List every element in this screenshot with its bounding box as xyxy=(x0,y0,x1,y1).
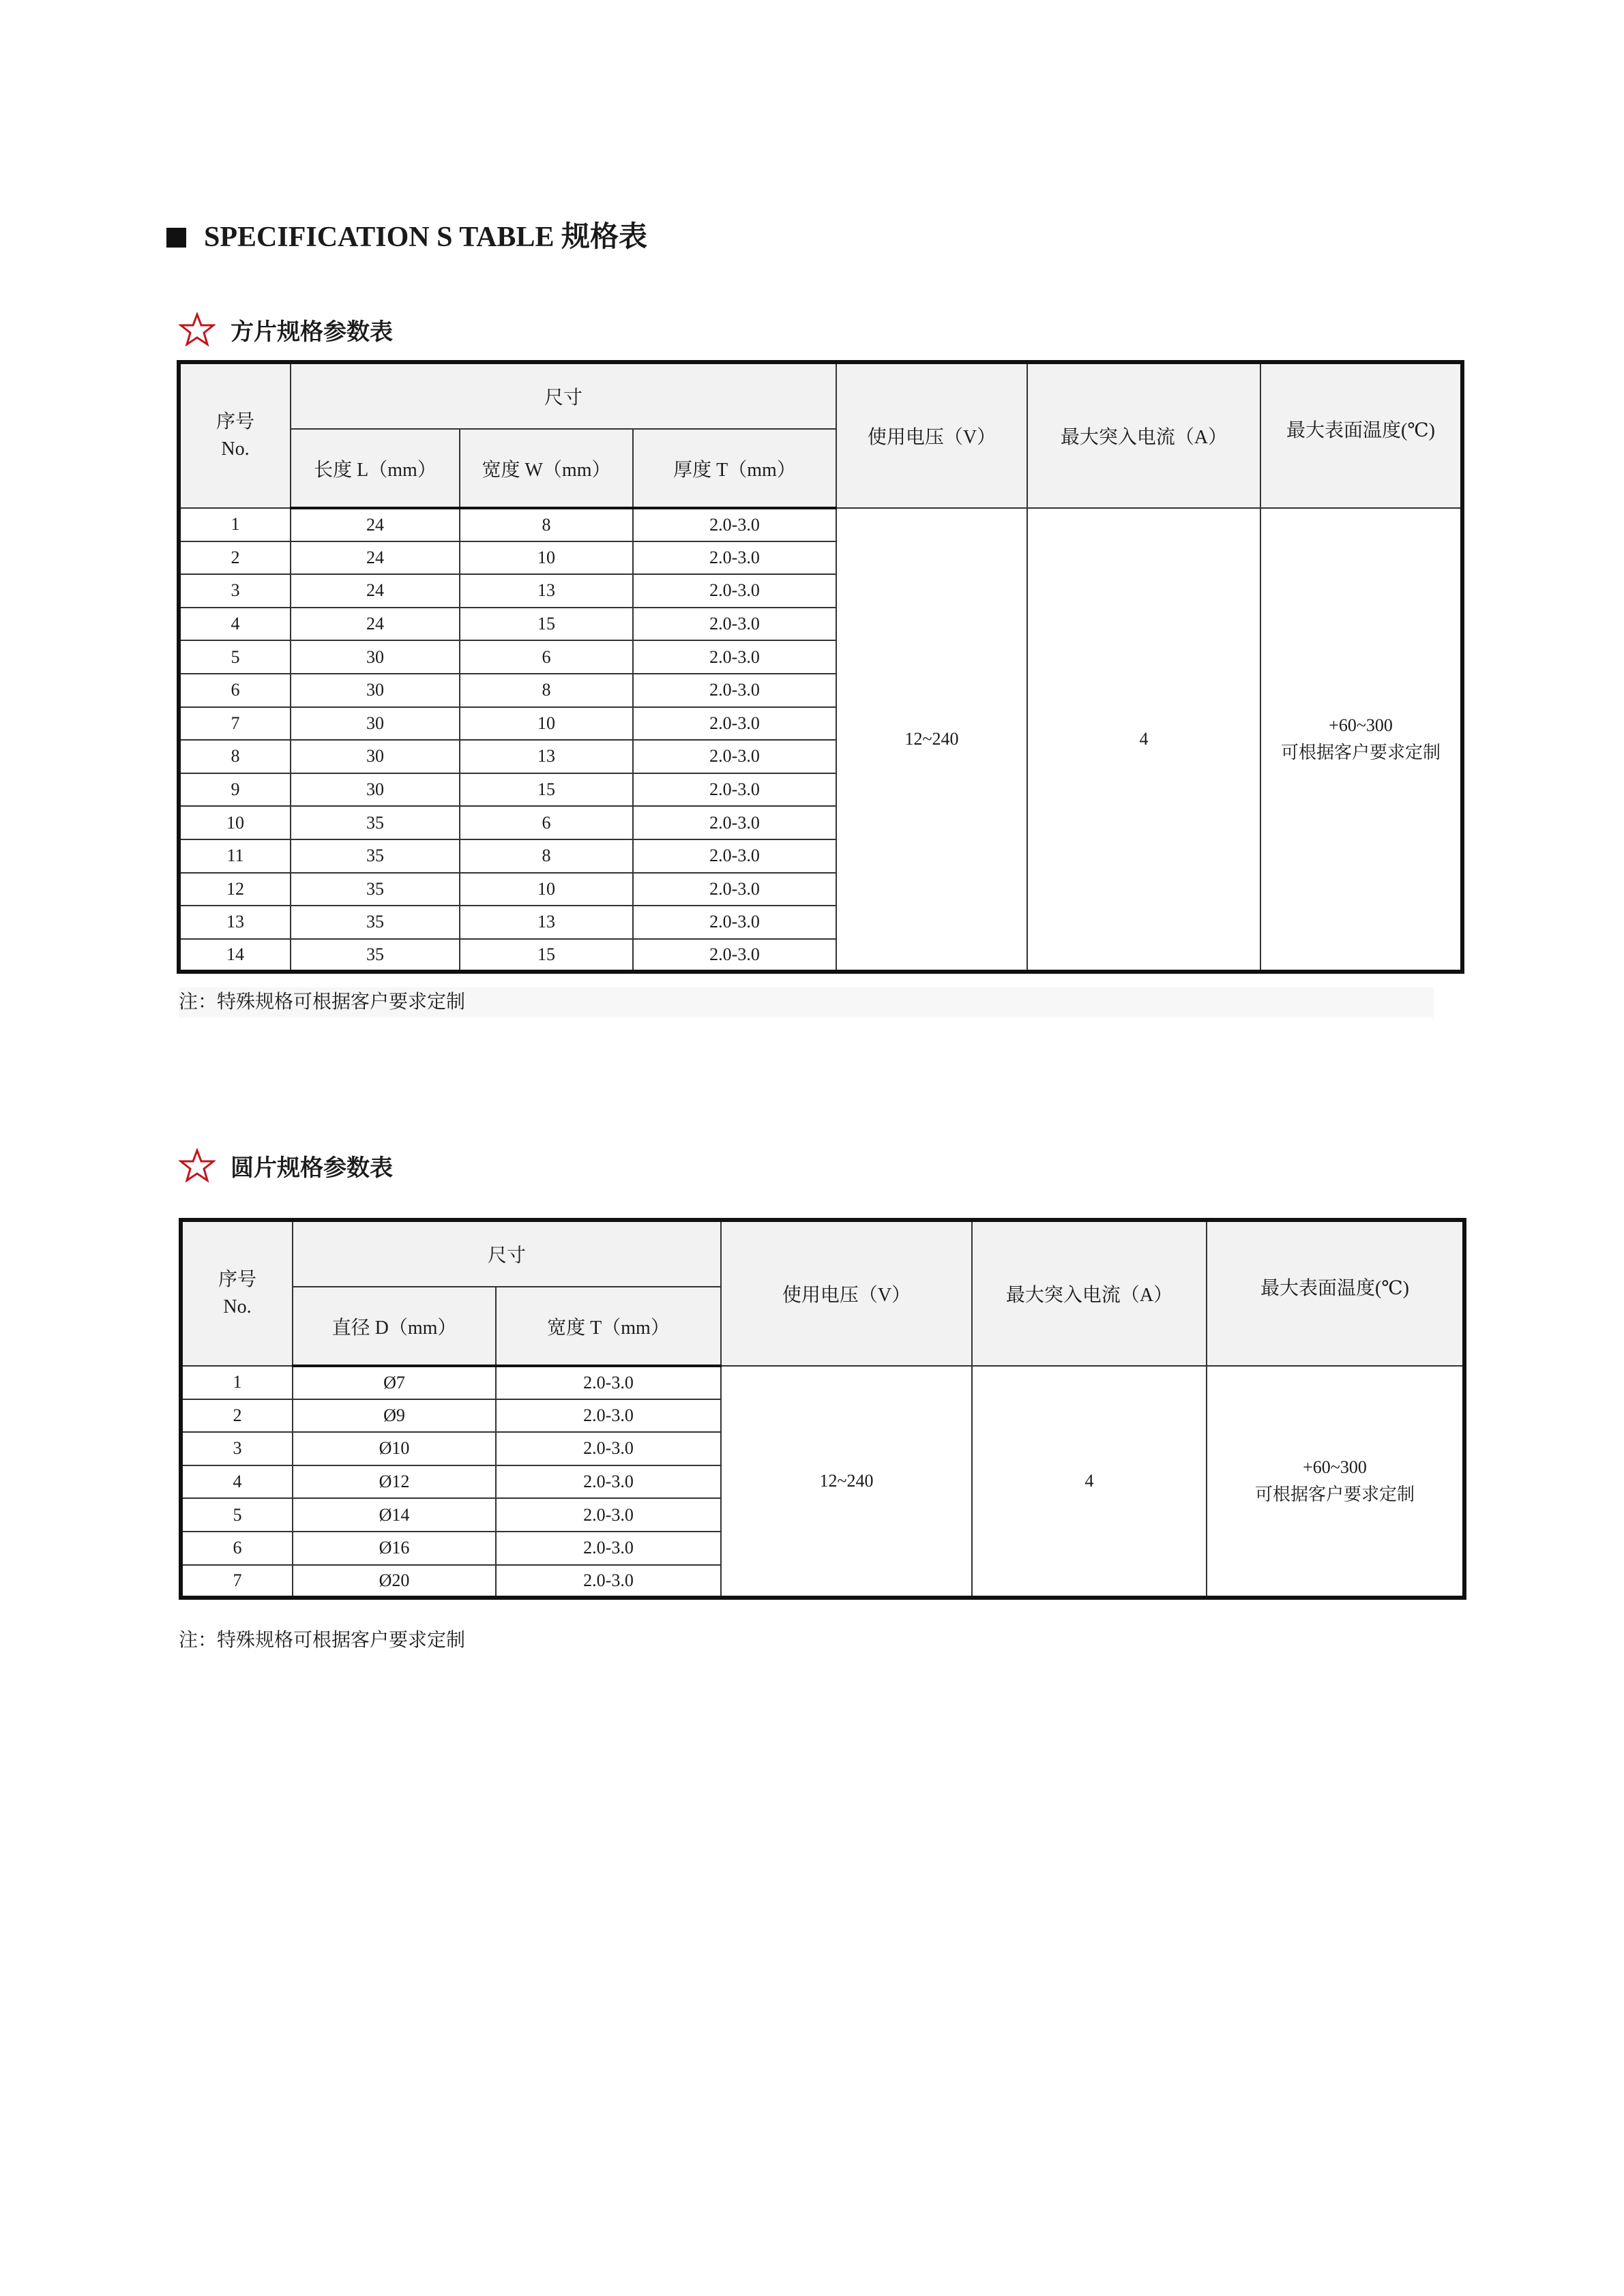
cell-thickness: 2.0-3.0 xyxy=(633,839,836,873)
cell-no: 11 xyxy=(179,839,291,873)
cell-diameter: Ø9 xyxy=(293,1399,496,1433)
cell-no: 14 xyxy=(179,939,291,972)
cell-width: 13 xyxy=(460,574,633,608)
cell-width: 8 xyxy=(460,839,633,873)
cell-thickness: 2.0-3.0 xyxy=(633,707,836,741)
star-icon xyxy=(179,1148,216,1182)
cell-no: 10 xyxy=(179,806,291,839)
cell-width: 6 xyxy=(460,640,633,674)
cell-width: 8 xyxy=(460,674,633,707)
header-current: 最大突入电流（A） xyxy=(1027,362,1260,508)
cell-no: 6 xyxy=(179,674,291,707)
cell-length: 30 xyxy=(291,740,460,773)
cell-length: 24 xyxy=(291,574,460,608)
cell-length: 35 xyxy=(291,873,460,906)
header-size: 尺寸 xyxy=(293,1220,721,1287)
header-no-en: No. xyxy=(223,1296,252,1317)
cell-width: 6 xyxy=(460,806,633,839)
cell-thickness: 2.0-3.0 xyxy=(633,508,836,541)
cell-diameter: Ø10 xyxy=(293,1432,496,1465)
header-voltage: 使用电压（V） xyxy=(836,362,1027,508)
voltage-value-cell: 12~240 xyxy=(836,508,1027,972)
cell-no: 12 xyxy=(179,873,291,906)
cell-no: 3 xyxy=(179,574,291,608)
cell-length: 24 xyxy=(291,508,460,541)
cell-thickness: 2.0-3.0 xyxy=(633,640,836,674)
header-no-cn: 序号 xyxy=(216,411,254,432)
square-table-note: 注：特殊规格可根据客户要求定制 xyxy=(179,987,1434,1017)
cell-thickness: 2.0-3.0 xyxy=(633,608,836,641)
cell-width: 2.0-3.0 xyxy=(496,1399,721,1433)
cell-width: 2.0-3.0 xyxy=(496,1366,721,1399)
table-row xyxy=(179,508,1462,541)
page-title xyxy=(166,217,647,258)
cell-thickness: 2.0-3.0 xyxy=(633,873,836,906)
cell-no: 7 xyxy=(181,1565,293,1598)
cell-thickness: 2.0-3.0 xyxy=(633,674,836,707)
voltage-value-cell: 12~240 xyxy=(721,1366,972,1598)
temp-custom-note: 可根据客户要求定制 xyxy=(1281,743,1441,763)
header-diameter: 直径 D（mm） xyxy=(293,1287,496,1366)
temp-custom-note: 可根据客户要求定制 xyxy=(1255,1485,1415,1505)
header-temp: 最大表面温度(℃) xyxy=(1260,362,1462,508)
header-size: 尺寸 xyxy=(291,362,836,429)
cell-diameter: Ø20 xyxy=(293,1565,496,1598)
cell-length: 30 xyxy=(291,773,460,807)
cell-width: 2.0-3.0 xyxy=(496,1565,721,1598)
temp-range: +60~300 xyxy=(1329,715,1393,736)
current-value-cell: 4 xyxy=(972,1366,1207,1598)
cell-thickness: 2.0-3.0 xyxy=(633,740,836,773)
cell-width: 15 xyxy=(460,773,633,807)
square-bullet-icon xyxy=(166,228,186,248)
header-no xyxy=(181,1220,293,1366)
cell-width: 15 xyxy=(460,939,633,972)
table-row xyxy=(181,1366,1464,1399)
header-no-cn: 序号 xyxy=(218,1269,256,1290)
cell-no: 5 xyxy=(181,1498,293,1532)
cell-width: 10 xyxy=(460,541,633,575)
header-no-en: No. xyxy=(221,438,250,460)
cell-width: 2.0-3.0 xyxy=(496,1432,721,1465)
cell-diameter: Ø7 xyxy=(293,1366,496,1399)
cell-width: 13 xyxy=(460,906,633,939)
cell-thickness: 2.0-3.0 xyxy=(633,541,836,575)
header-width: 宽度 T（mm） xyxy=(496,1287,721,1366)
cell-no: 2 xyxy=(181,1399,293,1433)
round-section-title-text: 圆片规格参数表 xyxy=(231,1156,393,1181)
cell-width: 13 xyxy=(460,740,633,773)
cell-diameter: Ø14 xyxy=(293,1498,496,1532)
cell-length: 35 xyxy=(291,906,460,939)
cell-width: 10 xyxy=(460,873,633,906)
page-title-text: SPECIFICATION S TABLE 规格表 xyxy=(204,222,647,253)
header-temp: 最大表面温度(℃) xyxy=(1207,1220,1464,1366)
cell-width: 2.0-3.0 xyxy=(496,1498,721,1532)
cell-no: 1 xyxy=(181,1366,293,1399)
cell-diameter: Ø16 xyxy=(293,1532,496,1565)
header-width: 宽度 W（mm） xyxy=(460,429,633,508)
cell-width: 15 xyxy=(460,608,633,641)
header-length: 长度 L（mm） xyxy=(291,429,460,508)
cell-width: 2.0-3.0 xyxy=(496,1532,721,1565)
temp-range: +60~300 xyxy=(1303,1457,1367,1478)
current-value-cell: 4 xyxy=(1027,508,1260,972)
header-current: 最大突入电流（A） xyxy=(972,1220,1207,1366)
cell-thickness: 2.0-3.0 xyxy=(633,773,836,807)
round-table-note: 注：特殊规格可根据客户要求定制 xyxy=(179,1630,466,1651)
cell-no: 8 xyxy=(179,740,291,773)
cell-no: 4 xyxy=(181,1465,293,1499)
cell-width: 8 xyxy=(460,508,633,541)
cell-length: 35 xyxy=(291,806,460,839)
header-voltage: 使用电压（V） xyxy=(721,1220,972,1366)
cell-thickness: 2.0-3.0 xyxy=(633,806,836,839)
cell-no: 6 xyxy=(181,1532,293,1565)
cell-no: 3 xyxy=(181,1432,293,1465)
star-icon xyxy=(179,312,216,346)
round-spec-table xyxy=(179,1218,1466,1600)
square-spec-table xyxy=(177,360,1464,974)
cell-no: 1 xyxy=(179,508,291,541)
round-section-title xyxy=(179,1148,393,1186)
temp-value-cell xyxy=(1260,508,1462,972)
cell-length: 30 xyxy=(291,640,460,674)
cell-width: 2.0-3.0 xyxy=(496,1465,721,1499)
cell-length: 24 xyxy=(291,541,460,575)
cell-diameter: Ø12 xyxy=(293,1465,496,1499)
cell-length: 30 xyxy=(291,674,460,707)
cell-no: 9 xyxy=(179,773,291,807)
square-section-title xyxy=(179,312,393,350)
cell-length: 30 xyxy=(291,707,460,741)
cell-length: 35 xyxy=(291,939,460,972)
cell-thickness: 2.0-3.0 xyxy=(633,939,836,972)
cell-width: 10 xyxy=(460,707,633,741)
header-thickness: 厚度 T（mm） xyxy=(633,429,836,508)
cell-thickness: 2.0-3.0 xyxy=(633,574,836,608)
temp-value-cell xyxy=(1207,1366,1464,1598)
square-section-title-text: 方片规格参数表 xyxy=(231,320,393,345)
cell-no: 7 xyxy=(179,707,291,741)
cell-length: 35 xyxy=(291,839,460,873)
header-no xyxy=(179,362,291,508)
cell-no: 2 xyxy=(179,541,291,575)
cell-no: 5 xyxy=(179,640,291,674)
cell-no: 4 xyxy=(179,608,291,641)
cell-no: 13 xyxy=(179,906,291,939)
cell-length: 24 xyxy=(291,608,460,641)
cell-thickness: 2.0-3.0 xyxy=(633,906,836,939)
